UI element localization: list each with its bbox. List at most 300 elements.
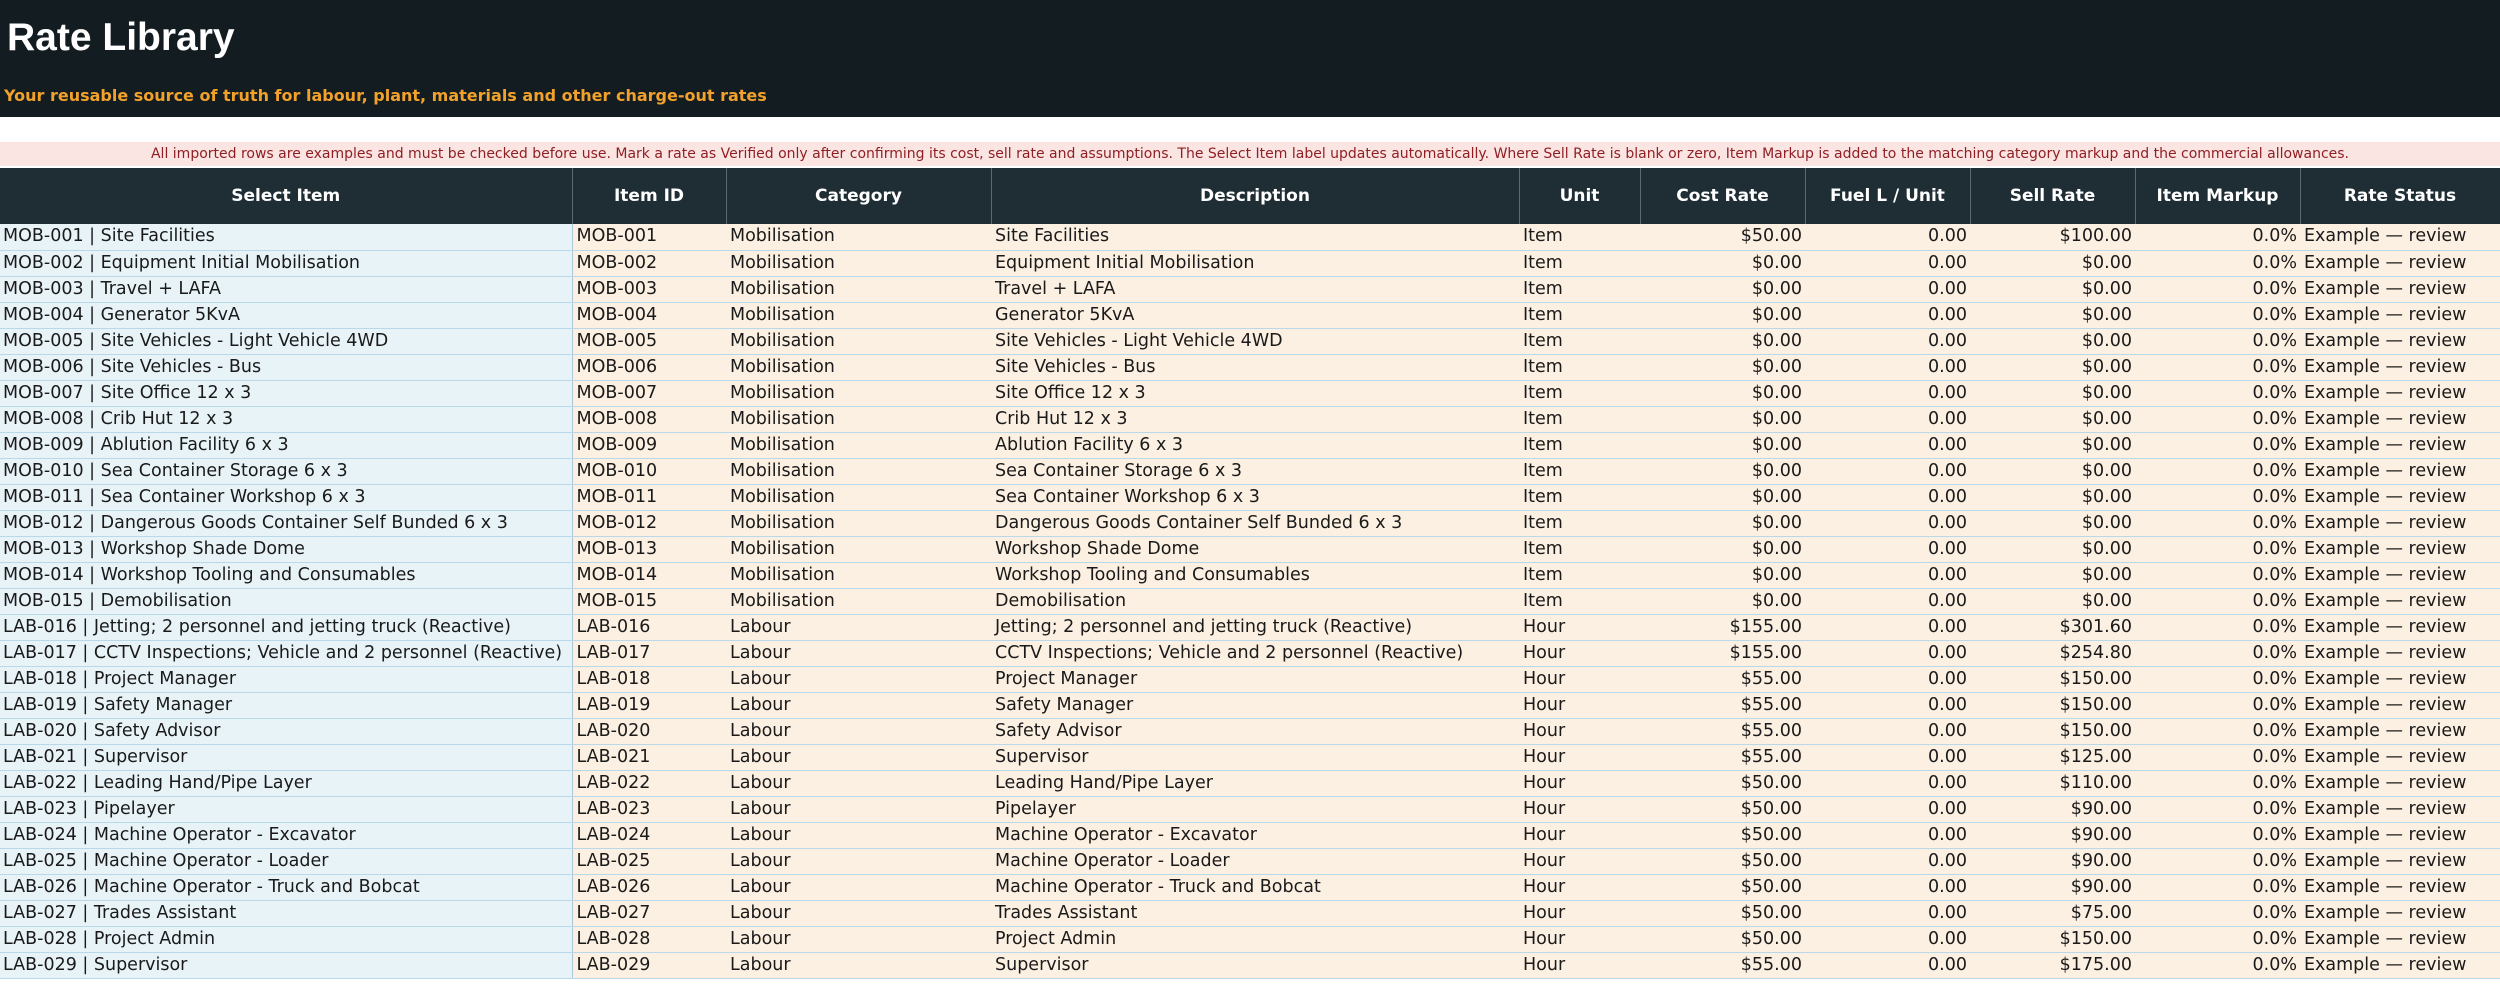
cell-item-markup[interactable]: 0.0% [2135,900,2300,926]
cell-cost-rate[interactable]: $55.00 [1640,666,1805,692]
cell-fuel-per-unit[interactable]: 0.00 [1805,770,1970,796]
cell-unit[interactable]: Item [1519,380,1640,406]
cell-fuel-per-unit[interactable]: 0.00 [1805,874,1970,900]
cell-item-id[interactable]: LAB-028 [572,926,726,952]
cell-item-id[interactable]: MOB-002 [572,250,726,276]
cell-description[interactable]: Supervisor [991,744,1519,770]
cell-item-id[interactable]: MOB-003 [572,276,726,302]
cell-cost-rate[interactable]: $55.00 [1640,718,1805,744]
cell-select-item[interactable]: MOB-011 | Sea Container Workshop 6 x 3 [0,484,572,510]
cell-rate-status[interactable]: Example — review [2300,822,2500,848]
cell-category[interactable]: Mobilisation [726,380,991,406]
cell-select-item[interactable]: LAB-027 | Trades Assistant [0,900,572,926]
cell-unit[interactable]: Item [1519,510,1640,536]
cell-sell-rate[interactable]: $90.00 [1970,822,2135,848]
cell-category[interactable]: Labour [726,744,991,770]
cell-sell-rate[interactable]: $0.00 [1970,458,2135,484]
cell-cost-rate[interactable]: $50.00 [1640,224,1805,250]
cell-rate-status[interactable]: Example — review [2300,900,2500,926]
cell-description[interactable]: Machine Operator - Loader [991,848,1519,874]
table-row[interactable] [0,666,2500,692]
cell-select-item[interactable]: LAB-025 | Machine Operator - Loader [0,848,572,874]
cell-rate-status[interactable]: Example — review [2300,406,2500,432]
column-header-rate-status[interactable]: Rate Status [2300,168,2500,224]
cell-unit[interactable]: Hour [1519,770,1640,796]
cell-item-markup[interactable]: 0.0% [2135,484,2300,510]
cell-cost-rate[interactable]: $0.00 [1640,328,1805,354]
cell-sell-rate[interactable]: $150.00 [1970,692,2135,718]
table-row[interactable] [0,276,2500,302]
cell-description[interactable]: Travel + LAFA [991,276,1519,302]
cell-cost-rate[interactable]: $0.00 [1640,432,1805,458]
cell-fuel-per-unit[interactable]: 0.00 [1805,822,1970,848]
cell-item-markup[interactable]: 0.0% [2135,848,2300,874]
cell-item-id[interactable]: MOB-010 [572,458,726,484]
cell-sell-rate[interactable]: $0.00 [1970,510,2135,536]
cell-description[interactable]: Generator 5KvA [991,302,1519,328]
cell-unit[interactable]: Item [1519,354,1640,380]
cell-category[interactable]: Labour [726,900,991,926]
cell-fuel-per-unit[interactable]: 0.00 [1805,666,1970,692]
table-row[interactable] [0,302,2500,328]
cell-description[interactable]: Site Office 12 x 3 [991,380,1519,406]
cell-item-markup[interactable]: 0.0% [2135,770,2300,796]
cell-category[interactable]: Labour [726,614,991,640]
cell-item-markup[interactable]: 0.0% [2135,250,2300,276]
table-row[interactable] [0,536,2500,562]
table-row[interactable] [0,328,2500,354]
cell-item-markup[interactable]: 0.0% [2135,744,2300,770]
cell-unit[interactable]: Item [1519,562,1640,588]
cell-description[interactable]: Safety Manager [991,692,1519,718]
cell-rate-status[interactable]: Example — review [2300,276,2500,302]
column-header-item-markup[interactable]: Item Markup [2135,168,2300,224]
cell-item-markup[interactable]: 0.0% [2135,536,2300,562]
cell-cost-rate[interactable]: $50.00 [1640,874,1805,900]
cell-item-id[interactable]: MOB-014 [572,562,726,588]
cell-select-item[interactable]: LAB-026 | Machine Operator - Truck and Bobcat [0,874,572,900]
cell-cost-rate[interactable]: $0.00 [1640,510,1805,536]
table-row[interactable] [0,562,2500,588]
cell-item-markup[interactable]: 0.0% [2135,588,2300,614]
cell-category[interactable]: Mobilisation [726,562,991,588]
cell-unit[interactable]: Hour [1519,926,1640,952]
cell-unit[interactable]: Hour [1519,874,1640,900]
cell-item-id[interactable]: LAB-019 [572,692,726,718]
cell-rate-status[interactable]: Example — review [2300,926,2500,952]
cell-description[interactable]: Demobilisation [991,588,1519,614]
cell-fuel-per-unit[interactable]: 0.00 [1805,406,1970,432]
cell-unit[interactable]: Item [1519,536,1640,562]
cell-rate-status[interactable]: Example — review [2300,510,2500,536]
cell-sell-rate[interactable]: $0.00 [1970,406,2135,432]
cell-unit[interactable]: Hour [1519,614,1640,640]
cell-item-id[interactable]: LAB-017 [572,640,726,666]
cell-select-item[interactable]: LAB-023 | Pipelayer [0,796,572,822]
cell-item-id[interactable]: LAB-021 [572,744,726,770]
cell-select-item[interactable]: LAB-021 | Supervisor [0,744,572,770]
table-row[interactable] [0,588,2500,614]
cell-category[interactable]: Mobilisation [726,458,991,484]
cell-fuel-per-unit[interactable]: 0.00 [1805,354,1970,380]
table-row[interactable] [0,822,2500,848]
table-row[interactable] [0,614,2500,640]
cell-item-markup[interactable]: 0.0% [2135,666,2300,692]
cell-unit[interactable]: Hour [1519,666,1640,692]
cell-item-markup[interactable]: 0.0% [2135,640,2300,666]
cell-cost-rate[interactable]: $50.00 [1640,900,1805,926]
column-header-cost-rate[interactable]: Cost Rate [1640,168,1805,224]
column-header-sell-rate[interactable]: Sell Rate [1970,168,2135,224]
cell-cost-rate[interactable]: $0.00 [1640,354,1805,380]
cell-select-item[interactable]: MOB-012 | Dangerous Goods Container Self Bunded 6 x 3 [0,510,572,536]
cell-fuel-per-unit[interactable]: 0.00 [1805,302,1970,328]
cell-fuel-per-unit[interactable]: 0.00 [1805,926,1970,952]
cell-item-markup[interactable]: 0.0% [2135,718,2300,744]
cell-description[interactable]: Supervisor [991,952,1519,978]
cell-description[interactable]: Safety Advisor [991,718,1519,744]
cell-cost-rate[interactable]: $55.00 [1640,744,1805,770]
cell-description[interactable]: Machine Operator - Truck and Bobcat [991,874,1519,900]
table-row[interactable] [0,484,2500,510]
cell-category[interactable]: Labour [726,874,991,900]
cell-fuel-per-unit[interactable]: 0.00 [1805,952,1970,978]
table-row[interactable] [0,848,2500,874]
cell-rate-status[interactable]: Example — review [2300,328,2500,354]
cell-rate-status[interactable]: Example — review [2300,588,2500,614]
cell-sell-rate[interactable]: $0.00 [1970,562,2135,588]
table-row[interactable] [0,510,2500,536]
column-header-fuel-per-unit[interactable]: Fuel L / Unit [1805,168,1970,224]
cell-description[interactable]: Pipelayer [991,796,1519,822]
cell-select-item[interactable]: LAB-018 | Project Manager [0,666,572,692]
cell-category[interactable]: Mobilisation [726,224,991,250]
cell-sell-rate[interactable]: $0.00 [1970,302,2135,328]
cell-cost-rate[interactable]: $50.00 [1640,822,1805,848]
cell-item-id[interactable]: LAB-025 [572,848,726,874]
cell-cost-rate[interactable]: $0.00 [1640,458,1805,484]
cell-item-id[interactable]: LAB-027 [572,900,726,926]
cell-fuel-per-unit[interactable]: 0.00 [1805,536,1970,562]
cell-sell-rate[interactable]: $0.00 [1970,354,2135,380]
cell-sell-rate[interactable]: $100.00 [1970,224,2135,250]
cell-fuel-per-unit[interactable]: 0.00 [1805,900,1970,926]
cell-description[interactable]: Leading Hand/Pipe Layer [991,770,1519,796]
cell-select-item[interactable]: MOB-005 | Site Vehicles - Light Vehicle 4WD [0,328,572,354]
cell-category[interactable]: Mobilisation [726,536,991,562]
cell-rate-status[interactable]: Example — review [2300,562,2500,588]
cell-description[interactable]: Sea Container Storage 6 x 3 [991,458,1519,484]
cell-item-id[interactable]: LAB-024 [572,822,726,848]
cell-rate-status[interactable]: Example — review [2300,666,2500,692]
cell-cost-rate[interactable]: $50.00 [1640,770,1805,796]
cell-item-id[interactable]: MOB-012 [572,510,726,536]
cell-fuel-per-unit[interactable]: 0.00 [1805,224,1970,250]
column-header-item-id[interactable]: Item ID [572,168,726,224]
cell-cost-rate[interactable]: $0.00 [1640,276,1805,302]
cell-unit[interactable]: Item [1519,484,1640,510]
cell-cost-rate[interactable]: $50.00 [1640,848,1805,874]
cell-item-markup[interactable]: 0.0% [2135,796,2300,822]
cell-sell-rate[interactable]: $150.00 [1970,666,2135,692]
cell-select-item[interactable]: MOB-010 | Sea Container Storage 6 x 3 [0,458,572,484]
cell-select-item[interactable]: MOB-002 | Equipment Initial Mobilisation [0,250,572,276]
cell-sell-rate[interactable]: $0.00 [1970,276,2135,302]
cell-unit[interactable]: Item [1519,432,1640,458]
cell-item-markup[interactable]: 0.0% [2135,952,2300,978]
table-row[interactable] [0,458,2500,484]
cell-description[interactable]: Site Facilities [991,224,1519,250]
cell-rate-status[interactable]: Example — review [2300,770,2500,796]
cell-rate-status[interactable]: Example — review [2300,848,2500,874]
cell-select-item[interactable]: MOB-013 | Workshop Shade Dome [0,536,572,562]
cell-cost-rate[interactable]: $55.00 [1640,952,1805,978]
cell-select-item[interactable]: LAB-022 | Leading Hand/Pipe Layer [0,770,572,796]
cell-rate-status[interactable]: Example — review [2300,432,2500,458]
cell-select-item[interactable]: MOB-014 | Workshop Tooling and Consumables [0,562,572,588]
cell-select-item[interactable]: LAB-029 | Supervisor [0,952,572,978]
cell-item-id[interactable]: LAB-023 [572,796,726,822]
table-row[interactable] [0,354,2500,380]
cell-item-markup[interactable]: 0.0% [2135,328,2300,354]
cell-item-id[interactable]: MOB-006 [572,354,726,380]
cell-sell-rate[interactable]: $0.00 [1970,250,2135,276]
cell-fuel-per-unit[interactable]: 0.00 [1805,458,1970,484]
cell-sell-rate[interactable]: $150.00 [1970,718,2135,744]
cell-category[interactable]: Labour [726,718,991,744]
cell-unit[interactable]: Item [1519,328,1640,354]
cell-fuel-per-unit[interactable]: 0.00 [1805,276,1970,302]
cell-category[interactable]: Mobilisation [726,510,991,536]
column-header-unit[interactable]: Unit [1519,168,1640,224]
cell-sell-rate[interactable]: $301.60 [1970,614,2135,640]
cell-item-markup[interactable]: 0.0% [2135,276,2300,302]
table-row[interactable] [0,224,2500,250]
cell-unit[interactable]: Hour [1519,848,1640,874]
table-row[interactable] [0,640,2500,666]
cell-fuel-per-unit[interactable]: 0.00 [1805,848,1970,874]
cell-description[interactable]: Project Manager [991,666,1519,692]
cell-cost-rate[interactable]: $0.00 [1640,588,1805,614]
cell-select-item[interactable]: MOB-015 | Demobilisation [0,588,572,614]
cell-item-markup[interactable]: 0.0% [2135,562,2300,588]
cell-fuel-per-unit[interactable]: 0.00 [1805,744,1970,770]
cell-rate-status[interactable]: Example — review [2300,796,2500,822]
cell-item-id[interactable]: MOB-009 [572,432,726,458]
cell-item-markup[interactable]: 0.0% [2135,458,2300,484]
cell-rate-status[interactable]: Example — review [2300,484,2500,510]
cell-sell-rate[interactable]: $254.80 [1970,640,2135,666]
cell-category[interactable]: Labour [726,822,991,848]
table-row[interactable] [0,900,2500,926]
cell-sell-rate[interactable]: $90.00 [1970,874,2135,900]
cell-unit[interactable]: Item [1519,406,1640,432]
table-row[interactable] [0,718,2500,744]
cell-fuel-per-unit[interactable]: 0.00 [1805,484,1970,510]
cell-category[interactable]: Mobilisation [726,588,991,614]
cell-description[interactable]: Crib Hut 12 x 3 [991,406,1519,432]
cell-item-markup[interactable]: 0.0% [2135,510,2300,536]
cell-item-markup[interactable]: 0.0% [2135,380,2300,406]
cell-item-id[interactable]: LAB-022 [572,770,726,796]
cell-description[interactable]: Equipment Initial Mobilisation [991,250,1519,276]
cell-fuel-per-unit[interactable]: 0.00 [1805,614,1970,640]
table-row[interactable] [0,926,2500,952]
cell-sell-rate[interactable]: $90.00 [1970,848,2135,874]
cell-cost-rate[interactable]: $50.00 [1640,926,1805,952]
table-row[interactable] [0,250,2500,276]
cell-category[interactable]: Mobilisation [726,432,991,458]
cell-unit[interactable]: Hour [1519,952,1640,978]
cell-category[interactable]: Mobilisation [726,328,991,354]
cell-description[interactable]: Workshop Tooling and Consumables [991,562,1519,588]
cell-sell-rate[interactable]: $0.00 [1970,536,2135,562]
cell-cost-rate[interactable]: $0.00 [1640,484,1805,510]
cell-sell-rate[interactable]: $175.00 [1970,952,2135,978]
cell-sell-rate[interactable]: $0.00 [1970,588,2135,614]
cell-select-item[interactable]: MOB-007 | Site Office 12 x 3 [0,380,572,406]
cell-item-markup[interactable]: 0.0% [2135,692,2300,718]
cell-rate-status[interactable]: Example — review [2300,640,2500,666]
cell-item-markup[interactable]: 0.0% [2135,302,2300,328]
cell-category[interactable]: Labour [726,848,991,874]
cell-fuel-per-unit[interactable]: 0.00 [1805,250,1970,276]
cell-select-item[interactable]: LAB-024 | Machine Operator - Excavator [0,822,572,848]
cell-sell-rate[interactable]: $90.00 [1970,796,2135,822]
table-row[interactable] [0,406,2500,432]
table-row[interactable] [0,380,2500,406]
table-row[interactable] [0,770,2500,796]
column-header-category[interactable]: Category [726,168,991,224]
cell-item-id[interactable]: LAB-016 [572,614,726,640]
cell-unit[interactable]: Hour [1519,744,1640,770]
cell-unit[interactable]: Hour [1519,796,1640,822]
cell-fuel-per-unit[interactable]: 0.00 [1805,380,1970,406]
cell-category[interactable]: Mobilisation [726,250,991,276]
cell-item-id[interactable]: LAB-018 [572,666,726,692]
cell-fuel-per-unit[interactable]: 0.00 [1805,432,1970,458]
cell-description[interactable]: Ablution Facility 6 x 3 [991,432,1519,458]
cell-select-item[interactable]: MOB-008 | Crib Hut 12 x 3 [0,406,572,432]
cell-item-id[interactable]: MOB-001 [572,224,726,250]
table-row[interactable] [0,874,2500,900]
cell-rate-status[interactable]: Example — review [2300,614,2500,640]
cell-sell-rate[interactable]: $75.00 [1970,900,2135,926]
cell-rate-status[interactable]: Example — review [2300,380,2500,406]
cell-rate-status[interactable]: Example — review [2300,718,2500,744]
cell-rate-status[interactable]: Example — review [2300,692,2500,718]
cell-select-item[interactable]: MOB-001 | Site Facilities [0,224,572,250]
table-row[interactable] [0,744,2500,770]
cell-unit[interactable]: Item [1519,588,1640,614]
cell-unit[interactable]: Item [1519,276,1640,302]
cell-category[interactable]: Labour [726,640,991,666]
cell-select-item[interactable]: LAB-017 | CCTV Inspections; Vehicle and 2 personnel (Reactive) [0,640,572,666]
cell-item-markup[interactable]: 0.0% [2135,354,2300,380]
cell-description[interactable]: Workshop Shade Dome [991,536,1519,562]
cell-description[interactable]: Site Vehicles - Bus [991,354,1519,380]
cell-description[interactable]: Site Vehicles - Light Vehicle 4WD [991,328,1519,354]
cell-fuel-per-unit[interactable]: 0.00 [1805,562,1970,588]
cell-cost-rate[interactable]: $50.00 [1640,796,1805,822]
cell-item-id[interactable]: MOB-011 [572,484,726,510]
cell-cost-rate[interactable]: $0.00 [1640,380,1805,406]
cell-fuel-per-unit[interactable]: 0.00 [1805,692,1970,718]
cell-category[interactable]: Labour [726,952,991,978]
cell-category[interactable]: Labour [726,796,991,822]
cell-item-markup[interactable]: 0.0% [2135,432,2300,458]
cell-category[interactable]: Labour [726,666,991,692]
cell-category[interactable]: Mobilisation [726,302,991,328]
cell-cost-rate[interactable]: $0.00 [1640,302,1805,328]
cell-cost-rate[interactable]: $155.00 [1640,640,1805,666]
cell-description[interactable]: Dangerous Goods Container Self Bunded 6 x 3 [991,510,1519,536]
cell-category[interactable]: Mobilisation [726,354,991,380]
cell-category[interactable]: Labour [726,770,991,796]
cell-item-id[interactable]: MOB-008 [572,406,726,432]
cell-select-item[interactable]: LAB-019 | Safety Manager [0,692,572,718]
cell-sell-rate[interactable]: $0.00 [1970,484,2135,510]
cell-item-id[interactable]: MOB-015 [572,588,726,614]
cell-select-item[interactable]: MOB-004 | Generator 5KvA [0,302,572,328]
cell-fuel-per-unit[interactable]: 0.00 [1805,328,1970,354]
cell-fuel-per-unit[interactable]: 0.00 [1805,718,1970,744]
cell-item-id[interactable]: LAB-029 [572,952,726,978]
cell-category[interactable]: Mobilisation [726,276,991,302]
cell-select-item[interactable]: MOB-009 | Ablution Facility 6 x 3 [0,432,572,458]
cell-unit[interactable]: Item [1519,224,1640,250]
cell-rate-status[interactable]: Example — review [2300,302,2500,328]
cell-item-markup[interactable]: 0.0% [2135,874,2300,900]
cell-fuel-per-unit[interactable]: 0.00 [1805,588,1970,614]
table-row[interactable] [0,692,2500,718]
cell-cost-rate[interactable]: $0.00 [1640,562,1805,588]
cell-cost-rate[interactable]: $55.00 [1640,692,1805,718]
cell-sell-rate[interactable]: $150.00 [1970,926,2135,952]
cell-item-id[interactable]: MOB-004 [572,302,726,328]
cell-category[interactable]: Labour [726,926,991,952]
cell-sell-rate[interactable]: $125.00 [1970,744,2135,770]
cell-item-markup[interactable]: 0.0% [2135,822,2300,848]
cell-select-item[interactable]: LAB-016 | Jetting; 2 personnel and jetting truck (Reactive) [0,614,572,640]
cell-cost-rate[interactable]: $0.00 [1640,536,1805,562]
cell-item-id[interactable]: LAB-026 [572,874,726,900]
cell-item-markup[interactable]: 0.0% [2135,406,2300,432]
cell-item-id[interactable]: MOB-013 [572,536,726,562]
cell-rate-status[interactable]: Example — review [2300,224,2500,250]
cell-unit[interactable]: Hour [1519,692,1640,718]
table-row[interactable] [0,432,2500,458]
cell-select-item[interactable]: LAB-020 | Safety Advisor [0,718,572,744]
cell-fuel-per-unit[interactable]: 0.00 [1805,796,1970,822]
cell-description[interactable]: CCTV Inspections; Vehicle and 2 personnel (Reactive) [991,640,1519,666]
cell-fuel-per-unit[interactable]: 0.00 [1805,510,1970,536]
cell-unit[interactable]: Hour [1519,718,1640,744]
cell-category[interactable]: Labour [726,692,991,718]
cell-description[interactable]: Project Admin [991,926,1519,952]
cell-description[interactable]: Trades Assistant [991,900,1519,926]
cell-item-id[interactable]: MOB-007 [572,380,726,406]
cell-description[interactable]: Sea Container Workshop 6 x 3 [991,484,1519,510]
cell-sell-rate[interactable]: $0.00 [1970,432,2135,458]
cell-select-item[interactable]: LAB-028 | Project Admin [0,926,572,952]
cell-category[interactable]: Mobilisation [726,406,991,432]
cell-item-markup[interactable]: 0.0% [2135,926,2300,952]
cell-sell-rate[interactable]: $110.00 [1970,770,2135,796]
cell-category[interactable]: Mobilisation [726,484,991,510]
cell-rate-status[interactable]: Example — review [2300,952,2500,978]
table-row[interactable] [0,796,2500,822]
